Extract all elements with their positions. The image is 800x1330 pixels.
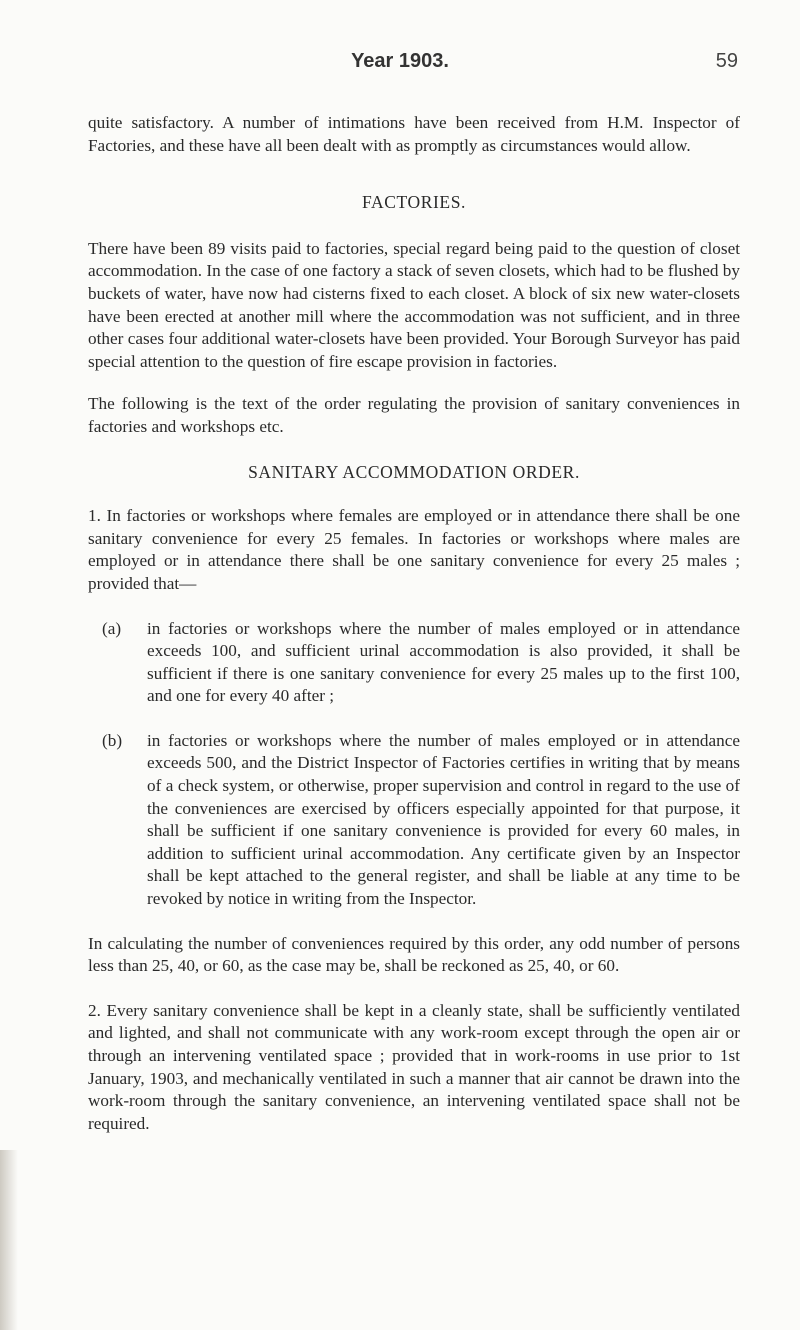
clause-b xyxy=(102,730,740,911)
clause-b-marker: (b) xyxy=(102,730,123,750)
factories-paragraph: There have been 89 visits paid to factories, special regard being paid to the question of closet accommodation. In the case of one factory a stack of seven closets, which had to be flushed by buckets of water, have now had cisterns fixed to each closet. A block of six new water-closets have been erected at another mill where the accommodation was not sufficient, and in three other cases four additional water-closets have been provided. Your Borough Surveyor has paid special attention to the question of fire escape provision in factories. xyxy=(88,238,740,371)
body-text xyxy=(88,112,740,1135)
running-title: Year 1903. xyxy=(351,50,449,72)
factories-heading: FACTORIES. xyxy=(361,192,467,213)
binding-shadow xyxy=(0,1150,18,1330)
rule-1-paragraph: 1. In factories or workshops where females are employed or in attendance there shall be one sanitary convenience for every 25 females. In factories or workshops where males are employed or in attendance there shall be one sanitary convenience for every 25 males ; provided that— xyxy=(88,506,740,593)
intro-paragraph: quite satisfactory. A number of intimations have been received from H.M. Inspector of Factories, and these have all been dealt with as promptly as circumstances would allow. xyxy=(88,113,740,155)
clause-a-text: in factories or workshops where the number of males employed or in attendance exceeds 100, and sufficient urinal accommodation is also provided, it shall be sufficient if there is one sanitary convenience for every 25 males up to the first 100, and one for every 40 after ; xyxy=(147,618,740,706)
page-header xyxy=(0,50,800,78)
calculating-paragraph: In calculating the number of conveniences required by this order, any odd number of persons less than 25, 40, or 60, as the case may be, shall be reckoned as 25, 40, or 60. xyxy=(88,933,740,976)
clause-a xyxy=(102,618,740,708)
order-intro-paragraph: The following is the text of the order regulating the provision of sanitary conveniences in factories and workshops etc. xyxy=(88,394,740,436)
order-heading: SANITARY ACCOMMODATION ORDER. xyxy=(248,461,580,482)
clause-a-marker: (a) xyxy=(102,618,122,638)
clause-b-text: in factories or workshops where the number of males employed or in attendance exceeds 500, and the District Inspector of Factories certifies in writing that by means of a check system, or otherwise, proper supervision and control in regard to the use of the conveniences are exercised by officers especially appointed for that purpose, it shall be sufficient if one sanitary convenience is provided for every 60 males, in addition to sufficient urinal accommodation. Any certificate given by an Inspector shall be kept attached to the general register, and shall be liable at any time to be revoked by notice in writing from the Inspector. xyxy=(147,730,740,909)
page-number: 59 xyxy=(715,50,738,72)
rule-2-paragraph: 2. Every sanitary convenience shall be kept in a cleanly state, shall be sufficiently ventilated and lighted, and shall not communicate with any work-room except through the open air or through an intervening ventilated space ; provided that in work-rooms in use prior to 1st January, 1903, and mechanically ventilated in such a manner that air cannot be drawn into the work-room through the sanitary convenience, an intervening ventilated space shall not be required. xyxy=(88,1000,740,1133)
